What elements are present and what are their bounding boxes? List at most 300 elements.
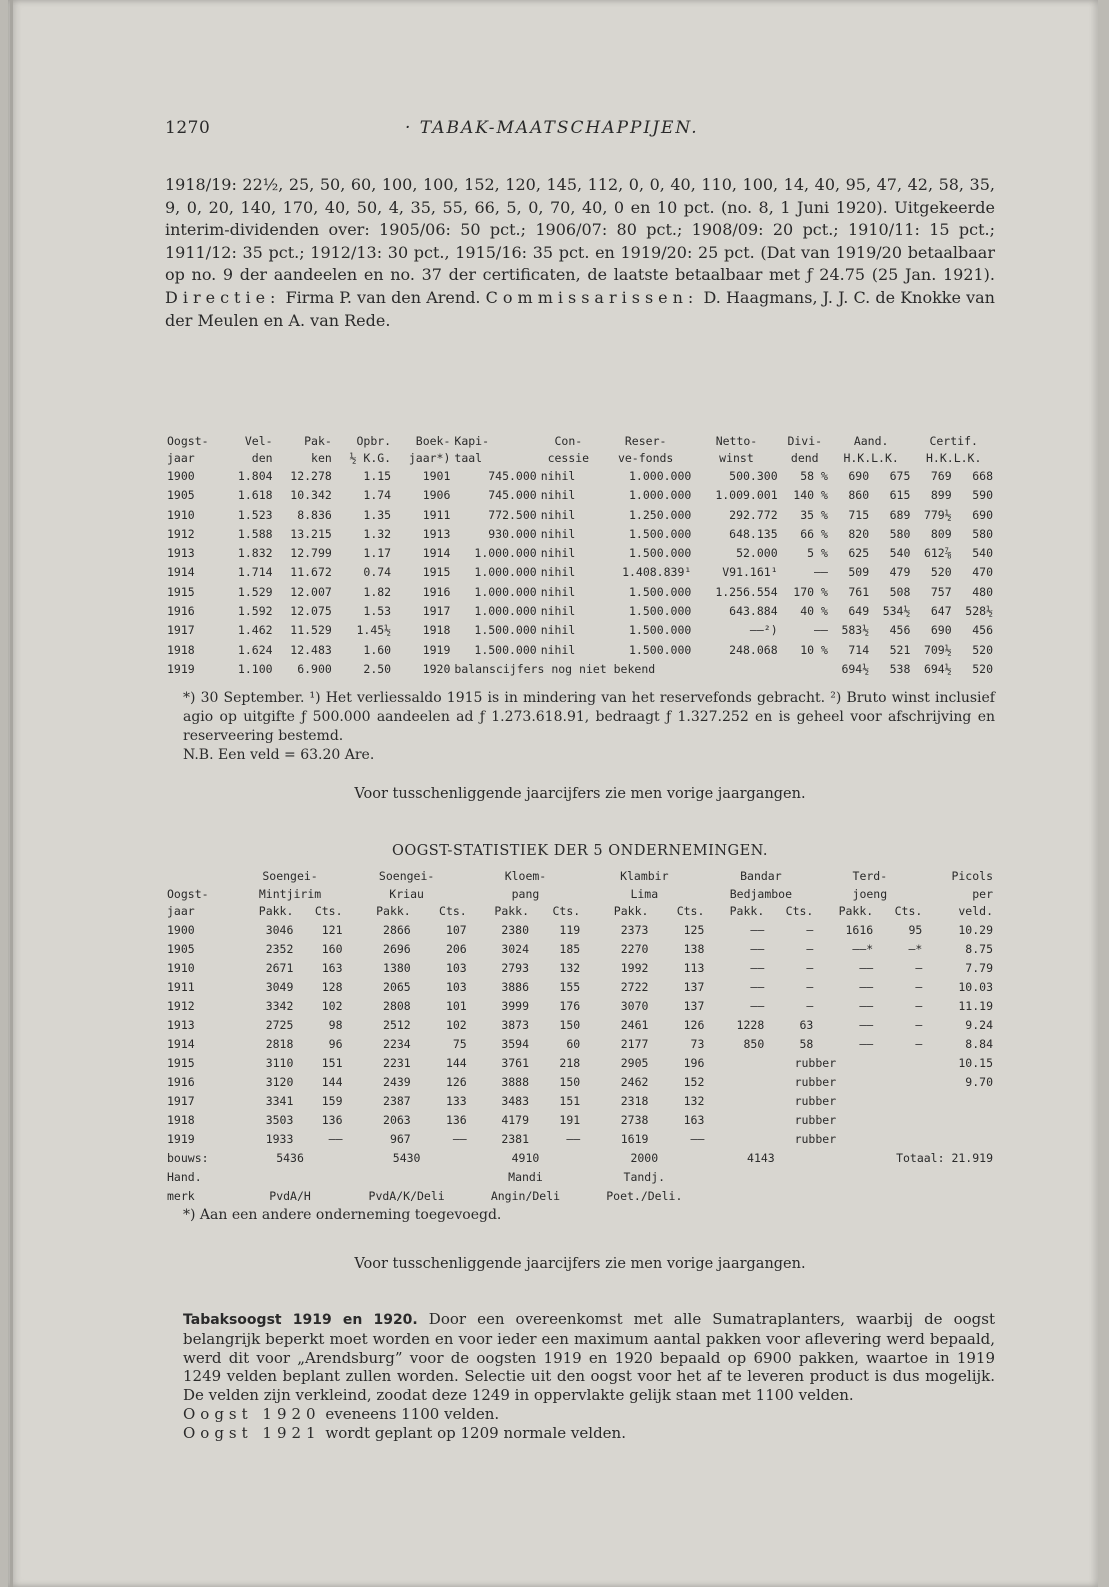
table-cell: Pakk. xyxy=(838,904,874,918)
table-cell: PvdA/K/Deli xyxy=(368,1188,445,1203)
table-cell: 1.256.554 xyxy=(715,584,778,599)
harvest-footnote: *) Aan een andere onderneming toegevoegd. xyxy=(183,1206,502,1223)
table-cell: merk xyxy=(167,1188,195,1203)
table-cell: 2381 xyxy=(501,1131,530,1146)
table-cell: 1.000.000 xyxy=(474,546,537,561)
table-cell: 155 xyxy=(559,979,581,994)
table-cell: 647 xyxy=(930,604,952,619)
table-cell: 1.000.000 xyxy=(474,584,537,599)
table-cell: 12.799 xyxy=(290,546,332,561)
table-cell: 1.592 xyxy=(237,604,273,619)
table-cell: 500.300 xyxy=(729,469,778,483)
table-cell: 1914 xyxy=(167,1036,195,1051)
table-cell: 133 xyxy=(445,1093,467,1108)
table-cell: 583½ xyxy=(841,623,870,638)
table-cell: nihil xyxy=(540,469,576,483)
table-cell: —— xyxy=(750,922,765,937)
table-cell: 1.832 xyxy=(237,546,273,561)
table-cell: 534½ xyxy=(882,604,911,619)
table-cell: 1900 xyxy=(167,922,195,937)
table-cell: 580 xyxy=(972,526,993,541)
table-cell: 1915 xyxy=(167,584,195,599)
table-cell: 1917 xyxy=(422,604,451,619)
table-cell: 1912 xyxy=(167,526,195,541)
table-cell: 689 xyxy=(889,507,911,522)
table-cell: 75 xyxy=(452,1036,467,1051)
table-cell: 126 xyxy=(445,1074,467,1089)
table-cell: Poet./Deli. xyxy=(606,1188,683,1203)
table-cell: 3888 xyxy=(501,1074,530,1089)
table-cell: 538 xyxy=(889,661,911,676)
table-cell: Pakk. xyxy=(494,904,530,918)
th: Opbr. xyxy=(356,434,392,448)
table-cell: 540 xyxy=(972,546,993,561)
footnote-text: *) 30 September. ¹) Het verliessaldo 1915 is in mindering van het reservefonds gebracht. ²) Bruto winst inclusief agio op uitgifte ƒ 500.000 aandeelen ad ƒ 1.273.618.91, bedraagt ƒ 1.327.252 en is geheel voor afschrijving en reserveering bestemd. xyxy=(183,690,995,744)
table-cell: 1.74 xyxy=(363,488,392,503)
binding-edge xyxy=(10,0,13,1587)
table-cell: —* xyxy=(908,941,923,956)
th: Oogst- xyxy=(167,434,209,448)
th: H.K.L.K. xyxy=(926,451,982,465)
table-cell: 850 xyxy=(743,1036,765,1051)
table-cell: 58 % xyxy=(800,469,828,483)
th: Aand. xyxy=(853,434,889,448)
table-cell: 528½ xyxy=(965,604,993,619)
table-cell: 2177 xyxy=(620,1036,649,1051)
table-cell: 649 xyxy=(848,604,870,619)
table-cell: —— xyxy=(750,998,765,1013)
table-cell: 58 xyxy=(799,1036,814,1051)
table-cell: balanscijfers nog niet bekend xyxy=(454,661,656,676)
table-cell: 151 xyxy=(321,1055,343,1070)
table-cell: 218 xyxy=(559,1055,581,1070)
harvest-table xyxy=(165,868,995,1225)
table2-group-row2 xyxy=(165,886,995,904)
table-cell: 1.462 xyxy=(237,623,273,638)
table-cell: 60 xyxy=(566,1036,581,1051)
table-cell: 136 xyxy=(321,1112,343,1127)
table-cell: 1916 xyxy=(422,584,451,599)
table-cell: rubber xyxy=(794,1055,837,1070)
table-cell: — xyxy=(915,1017,923,1032)
see-previous-note: Voor tusschenliggende jaarcijfers zie men vorige jaargangen. xyxy=(354,786,806,802)
table-cell: 1.618 xyxy=(237,488,273,503)
table-cell: nihil xyxy=(540,488,576,503)
table-cell: 151 xyxy=(559,1093,581,1108)
table-cell: — xyxy=(915,979,923,994)
table-cell: 10.29 xyxy=(958,922,993,937)
table-cell: 1917 xyxy=(167,1093,195,1108)
table-cell: 292.772 xyxy=(729,507,778,522)
table-cell: 3342 xyxy=(265,998,294,1013)
table-cell: 745.000 xyxy=(488,488,537,503)
table-cell: 2063 xyxy=(383,1112,411,1127)
see-previous-note-2: Voor tusschenliggende jaarcijfers zie men vorige jaargangen. xyxy=(354,1256,806,1272)
table-cell: 1992 xyxy=(620,960,649,975)
table-cell: Angin/Deli xyxy=(490,1188,561,1203)
th: Lima xyxy=(630,886,659,901)
table-cell: 1916 xyxy=(167,604,195,619)
closing-title: Tabaksoogst 1919 en 1920. xyxy=(183,1312,418,1328)
table-row xyxy=(165,506,995,525)
table-cell: — xyxy=(806,922,814,937)
table-cell: 1918 xyxy=(167,1112,195,1127)
table-cell: bouws: xyxy=(167,1150,209,1165)
table-cell: rubber xyxy=(794,1074,837,1089)
table-cell: 73 xyxy=(690,1036,705,1051)
table-cell: 1.500.000 xyxy=(629,623,692,638)
closing-text: Door een overeenkomst met alle Sumatraplanters, waarbij de oogst belangrijk beperkt moet worden en voor ieder een maximum aantal pakken voor aflevering werd bepaald, werd dit voor „Arendsburg” voor de oogsten 1919 en 1920 bepaald op 6900 pakken, waartoe in 1919 1249 velden beplant zullen worden. Selectie uit den oogst voor het af te leveren product is dus mogelijk. De velden zijn verkleind, zoodat deze 1249 in oppervlakte gelijk staan met 1100 velden. xyxy=(183,1310,995,1405)
table2-body xyxy=(165,921,995,1206)
table-cell: 1919 xyxy=(167,1131,195,1146)
table-cell: 1.500.000 xyxy=(629,526,692,541)
table-cell: 96 xyxy=(328,1036,343,1051)
table-cell: 103 xyxy=(445,960,467,975)
table-cell: 10.15 xyxy=(958,1055,993,1070)
table-cell: 113 xyxy=(683,960,705,975)
th: Mintjirim xyxy=(258,886,322,901)
table-cell: 5 % xyxy=(807,546,828,561)
table-cell: 10 % xyxy=(800,642,828,657)
table-cell: 1.53 xyxy=(363,604,392,619)
table-cell: 102 xyxy=(445,1017,467,1032)
table-row xyxy=(165,641,995,660)
table-cell: 2818 xyxy=(265,1036,294,1051)
table-cell: Cts. xyxy=(894,904,923,918)
table-cell: 1.250.000 xyxy=(629,507,692,522)
th: Soengei- xyxy=(378,869,435,883)
table-cell: 3886 xyxy=(501,979,530,994)
table2-sub-header xyxy=(165,903,995,921)
table-cell: 1919 xyxy=(167,661,195,676)
table-cell: ——²) xyxy=(749,623,778,638)
table-cell: 2905 xyxy=(620,1055,649,1070)
table-cell: 456 xyxy=(972,623,993,638)
table-cell: Cts. xyxy=(552,904,581,918)
table-cell: 128 xyxy=(321,979,343,994)
table-cell: 820 xyxy=(848,526,870,541)
table-cell: 521 xyxy=(889,642,911,657)
th: jaar xyxy=(167,451,195,465)
th: ½ K.G. xyxy=(349,451,392,465)
table-cell: 1.500.000 xyxy=(629,546,692,561)
table-cell: 150 xyxy=(559,1074,581,1089)
table-cell: Totaal: 21.919 xyxy=(896,1150,993,1165)
table-cell: 709½ xyxy=(923,642,952,657)
table-cell: Pakk. xyxy=(729,904,765,918)
table-cell: —— xyxy=(859,979,874,994)
table-cell: 2725 xyxy=(265,1017,294,1032)
table-cell: 3070 xyxy=(620,998,649,1013)
table-cell: 121 xyxy=(321,922,343,937)
table-cell: 1.804 xyxy=(237,469,273,483)
table-cell: 715 xyxy=(848,507,870,522)
table-cell: 144 xyxy=(445,1055,467,1070)
table-cell: 1.35 xyxy=(363,507,392,522)
table-cell: nihil xyxy=(540,623,576,638)
table-cell: 63 xyxy=(799,1017,814,1032)
running-title: · TABAK-MAATSCHAPPIJEN. xyxy=(405,118,699,138)
table-cell: 757 xyxy=(930,584,952,599)
table1-body xyxy=(165,467,995,679)
table-cell: 690 xyxy=(848,469,870,483)
table-cell: 2231 xyxy=(383,1055,411,1070)
th: Picols xyxy=(951,869,993,883)
table-row xyxy=(165,1149,995,1168)
table-cell: 508 xyxy=(889,584,911,599)
table-cell: Cts. xyxy=(314,904,343,918)
table-cell: 52.000 xyxy=(736,546,778,561)
table-cell: nihil xyxy=(540,526,576,541)
table-cell: 1.000.000 xyxy=(629,488,692,503)
table-cell: 769 xyxy=(930,469,952,483)
th: Bandar xyxy=(740,869,782,883)
table-cell xyxy=(924,1111,995,1130)
th: Boek- xyxy=(415,434,451,448)
table-cell: 1.45½ xyxy=(356,623,392,638)
scanned-page xyxy=(8,0,1098,1587)
table-cell: 690 xyxy=(972,507,993,522)
table-cell: 1.523 xyxy=(237,507,273,522)
table-cell: 170 % xyxy=(793,584,828,599)
table-cell: 761 xyxy=(848,584,870,599)
table-cell: 1913 xyxy=(167,546,195,561)
table-cell: 2318 xyxy=(620,1093,649,1108)
table-cell: 1933 xyxy=(265,1131,294,1146)
table-cell: 1.500.000 xyxy=(629,642,692,657)
commissarissen-text: D. Haagmans, J. J. C. de Knokke van der Meulen en A. van Rede. xyxy=(165,287,995,330)
harvest-table-title: OOGST-STATISTIEK DER 5 ONDERNEMINGEN. xyxy=(391,843,769,859)
table-cell: Cts. xyxy=(676,904,705,918)
table-cell: 899 xyxy=(930,488,952,503)
table-row xyxy=(165,1054,995,1073)
table-cell xyxy=(236,1168,469,1187)
oogst-1921-text: wordt geplant op 1209 normale velden. xyxy=(325,1423,626,1442)
table-cell: 3110 xyxy=(265,1055,294,1070)
table-row xyxy=(165,1111,995,1130)
table-cell: 668 xyxy=(972,469,993,483)
table-cell: 3120 xyxy=(265,1074,294,1089)
th: Terd- xyxy=(852,869,888,883)
table-cell: 2387 xyxy=(383,1093,411,1108)
table-cell: 1915 xyxy=(422,565,451,580)
table-cell: 40 % xyxy=(800,604,828,619)
table-cell: 1911 xyxy=(422,507,451,522)
table-cell: 1916 xyxy=(167,1074,195,1089)
table-cell: 119 xyxy=(559,922,581,937)
table-cell: 2462 xyxy=(620,1074,649,1089)
th: taal xyxy=(454,451,483,465)
table-cell: 2352 xyxy=(265,941,294,956)
table-cell: —— xyxy=(859,1017,874,1032)
th: per xyxy=(972,886,993,901)
th: Divi- xyxy=(787,434,823,448)
table-cell: 694½ xyxy=(923,661,952,676)
table-cell: 2439 xyxy=(383,1074,411,1089)
table-cell: Cts. xyxy=(785,904,814,918)
table-row xyxy=(165,997,995,1016)
table-cell: 1619 xyxy=(620,1131,649,1146)
th: joeng xyxy=(852,886,888,901)
table-cell: 185 xyxy=(559,941,581,956)
table-cell: 860 xyxy=(848,488,870,503)
table-cell: rubber xyxy=(794,1093,837,1108)
table-cell: 1.500.000 xyxy=(629,604,692,619)
table-cell: nihil xyxy=(540,565,576,580)
th: winst xyxy=(719,451,754,465)
table-cell: 2234 xyxy=(383,1036,411,1051)
table-row xyxy=(165,583,995,602)
table-cell: 1910 xyxy=(167,507,195,522)
table-cell: 1.529 xyxy=(237,584,273,599)
table-row xyxy=(165,959,995,978)
table-cell: 1915 xyxy=(167,1055,195,1070)
table-cell: 1913 xyxy=(422,526,451,541)
table-cell: 590 xyxy=(972,488,993,503)
table-cell xyxy=(706,1187,995,1206)
table-cell: 1901 xyxy=(422,469,451,483)
table-cell: 1.17 xyxy=(363,546,392,561)
table-cell: 95 xyxy=(908,922,923,937)
table-cell xyxy=(924,1130,995,1149)
th: Kapi- xyxy=(454,434,490,448)
table-cell: — xyxy=(806,960,814,975)
table-row xyxy=(165,1187,995,1206)
table-cell: 2866 xyxy=(383,922,411,937)
table-cell: 1.32 xyxy=(363,526,392,541)
table-cell: 520 xyxy=(930,565,952,580)
th: Vel- xyxy=(244,434,273,448)
table-cell: 2270 xyxy=(620,941,649,956)
table-cell: 2722 xyxy=(620,979,649,994)
table-cell xyxy=(706,1168,995,1187)
oogst-1920-label: Oogst 1920 xyxy=(183,1404,321,1423)
table-row xyxy=(165,921,995,940)
table-cell: nihil xyxy=(540,604,576,619)
table-cell: 126 xyxy=(683,1017,705,1032)
table-cell: 103 xyxy=(445,979,467,994)
table-cell: 8.84 xyxy=(965,1036,993,1051)
table-row xyxy=(165,1073,995,1092)
table-cell: 470 xyxy=(972,565,993,580)
table-cell: 7.79 xyxy=(965,960,993,975)
table-cell: Hand. xyxy=(167,1169,202,1184)
table-cell: —— xyxy=(750,941,765,956)
table-cell: 540 xyxy=(889,546,911,561)
table-cell: 6.900 xyxy=(297,661,332,676)
running-header xyxy=(165,118,995,142)
table-cell: 1616 xyxy=(845,922,874,937)
table-cell: V91.161¹ xyxy=(722,565,778,580)
table-cell: 480 xyxy=(972,584,993,599)
table-cell: 10.342 xyxy=(290,488,332,503)
table-cell: 1912 xyxy=(167,998,195,1013)
table-cell xyxy=(924,1092,995,1111)
table-cell: 137 xyxy=(683,979,705,994)
table-cell: 8.836 xyxy=(297,507,332,522)
table-cell: Pakk. xyxy=(258,904,294,918)
th: Oogst- xyxy=(167,886,209,901)
table-row xyxy=(165,1035,995,1054)
table-cell: rubber xyxy=(794,1112,837,1127)
table-cell: —— xyxy=(750,960,765,975)
table-cell: 3483 xyxy=(501,1093,530,1108)
table-cell: 1.500.000 xyxy=(474,623,537,638)
table-cell: 1.000.000 xyxy=(474,565,537,580)
table-cell: 12.483 xyxy=(290,642,332,657)
table-cell: 690 xyxy=(930,623,952,638)
table-cell: 1900 xyxy=(167,469,195,483)
table-cell: 1.100 xyxy=(237,661,273,676)
table-row xyxy=(165,621,995,640)
table-cell: 772.500 xyxy=(488,507,537,522)
table-cell: 1.500.000 xyxy=(629,584,692,599)
table-cell: 1905 xyxy=(167,941,195,956)
table-cell: 0.74 xyxy=(363,565,392,580)
table-cell: Mandi xyxy=(508,1169,543,1184)
table-cell: Pakk. xyxy=(613,904,649,918)
table-cell: 1920 xyxy=(422,661,451,676)
table-cell: 1.714 xyxy=(237,565,273,580)
oogst-1921-label: Oogst 1921 xyxy=(183,1423,321,1442)
table-cell: 248.068 xyxy=(729,642,778,657)
closing-paragraph xyxy=(165,1310,995,1443)
table-cell: —— xyxy=(328,1131,343,1146)
table-cell: 3594 xyxy=(501,1036,530,1051)
table-cell: 107 xyxy=(445,922,467,937)
table-cell: 1.624 xyxy=(237,642,273,657)
table-cell: 1380 xyxy=(383,960,411,975)
table-cell: 2461 xyxy=(620,1017,649,1032)
table-cell: 1906 xyxy=(422,488,451,503)
table1-header-row1 xyxy=(165,433,995,450)
table-cell: 138 xyxy=(683,941,705,956)
table-cell: Pakk. xyxy=(376,904,411,918)
table-cell: 1905 xyxy=(167,488,195,503)
th: pang xyxy=(511,886,540,901)
table-cell: 1917 xyxy=(167,623,195,638)
th: H.K.L.K. xyxy=(843,451,899,465)
table-cell: 643.884 xyxy=(729,604,778,619)
table-cell: 12.007 xyxy=(290,584,332,599)
table-cell: 3503 xyxy=(265,1112,294,1127)
table-cell: 3999 xyxy=(501,998,530,1013)
table-cell: 132 xyxy=(559,960,581,975)
th: ve-fonds xyxy=(617,451,674,465)
directie-text: Firma P. van den Arend. xyxy=(285,287,481,307)
table-row xyxy=(165,1016,995,1035)
table-cell: 714 xyxy=(848,642,870,657)
table-cell: —— xyxy=(859,1036,874,1051)
table-cell: Cts. xyxy=(439,904,467,918)
table-cell: nihil xyxy=(540,584,576,599)
table-cell: nihil xyxy=(540,507,576,522)
table-row xyxy=(165,602,995,621)
th: Certif. xyxy=(929,434,978,448)
table-cell: 176 xyxy=(559,998,581,1013)
table-cell: 694½ xyxy=(841,661,870,676)
table-cell: 101 xyxy=(445,998,467,1013)
table-cell: 152 xyxy=(683,1074,705,1089)
table-cell: 1914 xyxy=(167,565,195,580)
table-cell: 2793 xyxy=(501,960,530,975)
table-cell: — xyxy=(806,998,814,1013)
table-cell: rubber xyxy=(794,1131,837,1146)
table-cell: 2373 xyxy=(620,922,649,937)
table-cell: 2000 xyxy=(630,1150,659,1165)
table-cell: 615 xyxy=(889,488,911,503)
table-cell: 3761 xyxy=(501,1055,530,1070)
